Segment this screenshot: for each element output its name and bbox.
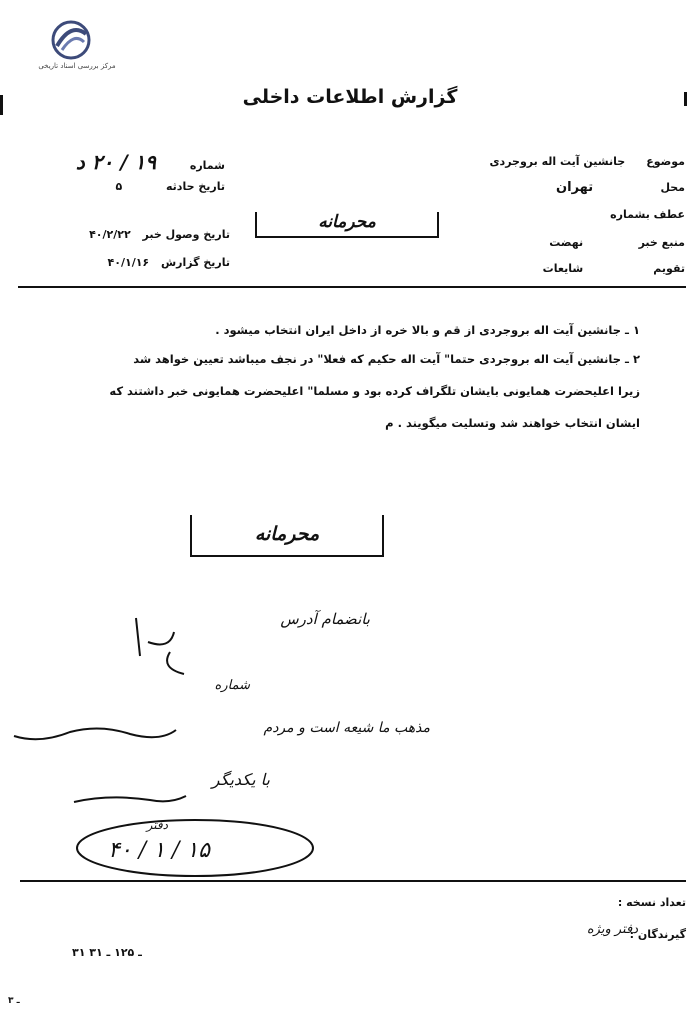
field-location: محل تهران	[556, 180, 685, 195]
scan-edge-mark-right	[684, 92, 687, 106]
recipients-signature: دفتر ویژه	[586, 922, 638, 937]
handwritten-note-1: بانضمام آدرس	[280, 610, 370, 628]
field-reference: عطف بشماره	[610, 208, 685, 221]
body-line-1: ۱ ـ جانشین آیت اله بروجردی از قم و بالا خره از داخل ایران انتخاب میشود .	[215, 323, 640, 337]
handwritten-note-2: شماره	[214, 678, 250, 693]
archive-logo-icon	[40, 18, 102, 62]
field-evaluation: تقویم شایعات	[542, 262, 685, 275]
copies-count: تعداد نسخه :	[617, 896, 686, 909]
body-line-2: ۲ ـ جانشین آیت اله بروجردی حتما" آیت اله حکیم که فعلا" در نجف میباشد تعیین خواهد شد	[133, 352, 640, 366]
field-received-date: تاریخ وصول خبر ۴۰/۲/۲۲	[89, 228, 230, 241]
field-report-date: تاریخ گزارش ۴۰/۱/۱۶	[107, 256, 230, 269]
field-incident-date: تاریخ حادثه ۵	[115, 180, 225, 193]
confidential-stamp-top: محرمانه	[255, 212, 439, 238]
handwritten-note-4: با یکدیگر	[211, 770, 270, 789]
field-number: شماره ۱۹ / ۲۰ د	[75, 150, 225, 174]
handwriting-underline	[70, 790, 190, 810]
oval-note-main: ۱۵ / ۱ / ۴۰	[108, 838, 210, 863]
document-number: ۳۱ ـ ۱۲۵ ـ ۳۱	[72, 946, 142, 959]
watermark-text: مرکز بررسی اسناد تاریخی	[38, 62, 116, 70]
scan-edge-mark-left	[0, 95, 3, 115]
header-divider	[18, 286, 686, 288]
footer-divider	[20, 880, 686, 882]
body-line-3: زیرا اعلیحضرت همایونی بایشان تلگراف کرده بود و مسلما" اعلیحضرت همایونی خبر داشتند که	[109, 384, 640, 398]
handwriting-scribble	[10, 720, 180, 750]
oval-note-top: دفتر	[146, 818, 168, 832]
report-title: گزارش اطلاعات داخلی	[242, 86, 458, 108]
confidential-stamp-middle: محرمانه	[190, 515, 384, 557]
body-line-4: ایشان انتخاب خواهند شد وتسلیت میگویند . م	[385, 416, 640, 430]
handwriting-flourish	[130, 612, 200, 682]
handwritten-note-3: مذهب ما شیعه است و مردم	[263, 720, 430, 736]
recipients: گیرندگان :	[629, 928, 686, 941]
archive-logo	[22, 18, 132, 78]
field-source: منبع خبر نهضت	[549, 236, 685, 249]
corner-mark: ـ ۳	[8, 996, 20, 1006]
field-subject: موضوع جانشین آیت اله بروجردی	[489, 155, 685, 168]
